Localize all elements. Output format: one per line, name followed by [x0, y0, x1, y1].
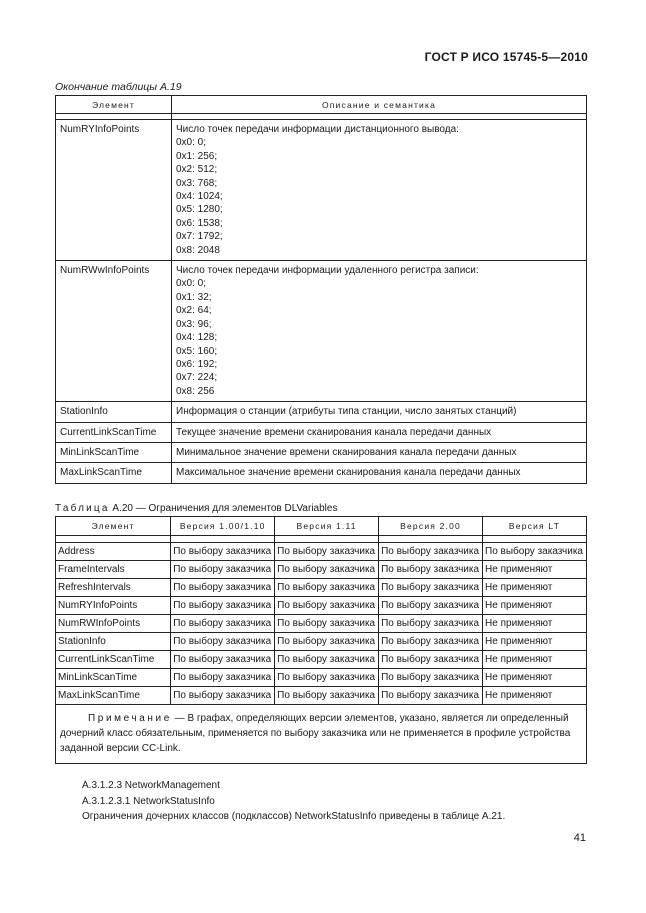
- column-header-description: Описание и семантика: [172, 96, 587, 114]
- version-cell: По выбору заказчика: [171, 669, 275, 687]
- table-spacer: [56, 536, 171, 543]
- table-row: [56, 669, 587, 687]
- body-paragraph: Ограничения дочерних классов (подклассов) NetworkStatusInfo приведены в таблице А.21.: [82, 811, 506, 822]
- element-name-cell: StationInfo: [56, 633, 171, 651]
- element-name-cell: RefreshIntervals: [56, 579, 171, 597]
- value-entry: 0x4: 1024;: [176, 191, 223, 203]
- version-cell: По выбору заказчика: [379, 633, 483, 651]
- value-entry: 0x4: 128;: [176, 332, 218, 344]
- version-cell: По выбору заказчика: [171, 651, 275, 669]
- version-cell: По выбору заказчика: [171, 615, 275, 633]
- element-name-cell: StationInfo: [56, 402, 172, 422]
- version-cell: По выбору заказчика: [275, 543, 379, 561]
- version-cell: Не применяют: [483, 651, 587, 669]
- column-header-version-111: Версия 1.11: [275, 517, 379, 536]
- page-number: 41: [573, 832, 586, 844]
- table-row: [56, 597, 587, 615]
- version-cell: По выбору заказчика: [379, 579, 483, 597]
- version-cell: Не применяют: [483, 687, 587, 705]
- version-cell: По выбору заказчика: [379, 543, 483, 561]
- description-text: Текущее значение времени сканирования канала передачи данных: [176, 426, 492, 438]
- value-entry: 0x8: 2048: [176, 244, 220, 256]
- column-header-version-lt: Версия LT: [483, 517, 587, 536]
- version-cell: По выбору заказчика: [483, 543, 587, 561]
- value-entry: 0x1: 256;: [176, 150, 218, 162]
- description-cell: [172, 442, 587, 462]
- version-cell: Не применяют: [483, 669, 587, 687]
- element-name-cell: MaxLinkScanTime: [56, 463, 172, 483]
- version-cell: По выбору заказчика: [379, 561, 483, 579]
- value-entry: 0x0: 0;: [176, 278, 207, 290]
- description-cell: [172, 422, 587, 442]
- value-entry: 0x5: 160;: [176, 345, 218, 357]
- element-name-cell: MaxLinkScanTime: [56, 687, 171, 705]
- element-name-cell: NumRWwInfoPoints: [56, 261, 172, 402]
- version-cell: Не применяют: [483, 633, 587, 651]
- description-cell: [172, 120, 587, 261]
- element-name-cell: NumRWInfoPoints: [56, 615, 171, 633]
- version-cell: По выбору заказчика: [379, 615, 483, 633]
- column-header-version-100-110: Версия 1.00/1.10: [171, 517, 275, 536]
- document-standard-header: ГОСТ Р ИСО 15745-5—2010: [424, 50, 588, 64]
- table-row: [56, 402, 587, 422]
- table-row: [56, 261, 587, 402]
- table-row: [56, 543, 587, 561]
- version-cell: По выбору заказчика: [275, 615, 379, 633]
- description-text: Информация о станции (атрибуты типа станции, число занятых станций): [176, 406, 517, 418]
- column-header-element: Элемент: [56, 96, 172, 114]
- description-text: Число точек передачи информации дистанционного вывода:: [176, 124, 459, 135]
- column-header-element: Элемент: [56, 517, 171, 536]
- description-cell: [172, 463, 587, 483]
- version-cell: Не применяют: [483, 561, 587, 579]
- table-a19-continuation-caption: Окончание таблицы А.19: [55, 81, 182, 93]
- table-note: [56, 705, 587, 764]
- version-cell: Не применяют: [483, 615, 587, 633]
- table-spacer: [483, 536, 587, 543]
- version-cell: По выбору заказчика: [171, 579, 275, 597]
- table-a19: [55, 95, 587, 484]
- element-name-cell: Address: [56, 543, 171, 561]
- table-a20: [55, 516, 587, 764]
- table-row: [56, 422, 587, 442]
- table-row: [56, 615, 587, 633]
- table-row: [56, 561, 587, 579]
- element-name-cell: MinLinkScanTime: [56, 442, 172, 462]
- value-entry: 0x7: 224;: [176, 372, 218, 384]
- value-entry: 0x0: 0;: [176, 137, 207, 149]
- section-heading-network-status-info: А.3.1.2.3.1 NetworkStatusInfo: [82, 796, 215, 807]
- value-entry: 0x7: 1792;: [176, 231, 223, 243]
- table-row: [56, 651, 587, 669]
- version-cell: По выбору заказчика: [379, 687, 483, 705]
- table-spacer: [171, 536, 275, 543]
- description-text: Число точек передачи информации удаленного регистра записи:: [176, 265, 479, 277]
- version-cell: По выбору заказчика: [379, 651, 483, 669]
- version-cell: По выбору заказчика: [171, 543, 275, 561]
- value-entry: 0x8: 256: [176, 385, 215, 397]
- table-a20-caption: [55, 503, 337, 514]
- element-name-cell: NumRYInfoPoints: [56, 120, 172, 261]
- element-name-cell: CurrentLinkScanTime: [56, 422, 172, 442]
- table-caption-title: А.20 — Ограничения для элементов DLVariables: [109, 503, 338, 514]
- description-text: Минимальное значение времени сканирования канала передачи данных: [176, 446, 517, 458]
- value-entry: 0x6: 192;: [176, 358, 218, 370]
- table-spacer: [275, 536, 379, 543]
- value-entry: 0x3: 768;: [176, 177, 218, 189]
- version-cell: По выбору заказчика: [171, 687, 275, 705]
- version-cell: По выбору заказчика: [275, 579, 379, 597]
- version-cell: По выбору заказчика: [171, 633, 275, 651]
- description-cell: [172, 402, 587, 422]
- value-entry: 0x3: 96;: [176, 318, 212, 330]
- section-heading-network-management: А.3.1.2.3 NetworkManagement: [82, 780, 220, 791]
- element-name-cell: NumRYInfoPoints: [56, 597, 171, 615]
- version-cell: Не применяют: [483, 579, 587, 597]
- version-cell: По выбору заказчика: [171, 597, 275, 615]
- version-cell: По выбору заказчика: [379, 597, 483, 615]
- value-entry: 0x5: 1280;: [176, 204, 223, 216]
- note-text: — В графах, определяющих версии элементов, указано, является ли определенный дочерний класс обязательным, применяется по выбору заказчика или не применяется в профиле устройства заданной версии CC-Link.: [60, 713, 571, 754]
- table-row: [56, 463, 587, 483]
- version-cell: По выбору заказчика: [275, 633, 379, 651]
- table-row: [56, 579, 587, 597]
- note-label: Примечание: [88, 713, 172, 724]
- version-cell: По выбору заказчика: [171, 561, 275, 579]
- version-cell: Не применяют: [483, 597, 587, 615]
- version-cell: По выбору заказчика: [275, 651, 379, 669]
- table-row: [56, 442, 587, 462]
- version-cell: По выбору заказчика: [379, 669, 483, 687]
- table-row: [56, 633, 587, 651]
- element-name-cell: CurrentLinkScanTime: [56, 651, 171, 669]
- version-cell: По выбору заказчика: [275, 687, 379, 705]
- value-entry: 0x1: 32;: [176, 291, 212, 303]
- version-cell: По выбору заказчика: [275, 669, 379, 687]
- element-name-cell: FrameIntervals: [56, 561, 171, 579]
- table-caption-label: Таблица: [55, 503, 110, 514]
- table-row: [56, 687, 587, 705]
- table-row: [56, 120, 587, 261]
- description-cell: [172, 261, 587, 402]
- value-entry: 0x6: 1538;: [176, 217, 223, 229]
- version-cell: По выбору заказчика: [275, 597, 379, 615]
- description-text: Максимальное значение времени сканирования канала передачи данных: [176, 467, 521, 479]
- value-entry: 0x2: 64;: [176, 305, 212, 317]
- element-name-cell: MinLinkScanTime: [56, 669, 171, 687]
- column-header-version-200: Версия 2.00: [379, 517, 483, 536]
- version-cell: По выбору заказчика: [275, 561, 379, 579]
- value-entry: 0x2: 512;: [176, 164, 218, 176]
- table-spacer: [379, 536, 483, 543]
